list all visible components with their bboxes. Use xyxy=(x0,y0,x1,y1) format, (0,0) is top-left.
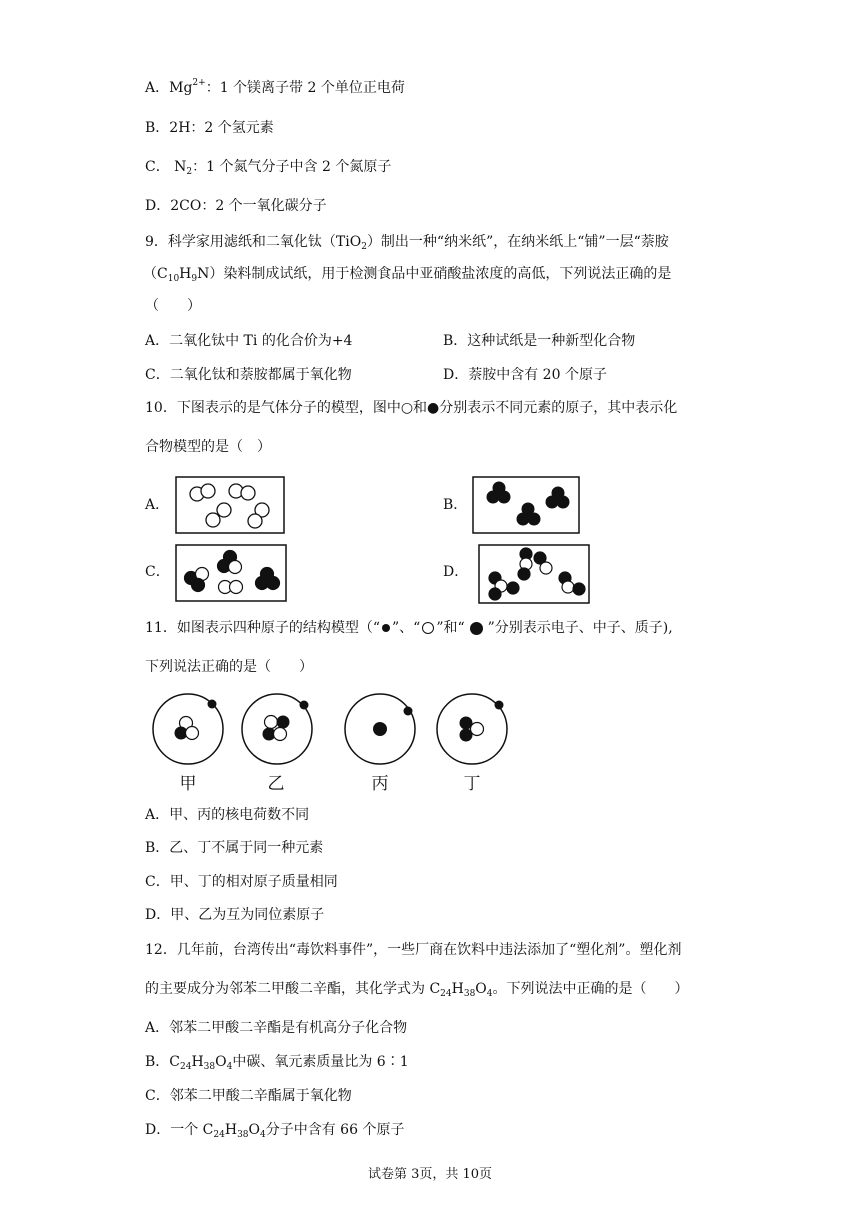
q11-option-d: D．甲、乙为互为同位素原子 xyxy=(145,907,325,923)
atom-label-yi: 乙 xyxy=(267,774,285,794)
q11-stem-line2: 下列说法正确的是（ ） xyxy=(145,659,313,675)
atom-label-ding: 丁 xyxy=(463,774,481,794)
q9-answer-blank: （ ） xyxy=(145,298,201,314)
q11-option-b: B．乙、丁不属于同一种元素 xyxy=(145,840,324,856)
q9-option-d: D．萘胺中含有 20 个原子 xyxy=(443,367,607,383)
q11-stem-line1: 11．如图表示四种原子的结构模型（“ ”、“ ”和“ ”分别表示电子、中子、质子), xyxy=(145,620,673,636)
page-footer: 试卷第 3页，共 10页 xyxy=(367,1167,493,1182)
q10-figure-a xyxy=(175,476,285,534)
q8-option-b: B．2H：2 个氢元素 xyxy=(145,120,274,136)
q10-figure-c xyxy=(175,544,287,602)
atom-label-bing: 丙 xyxy=(371,774,389,794)
q10-label-b: B． xyxy=(443,497,468,513)
q8-option-a: A．$Mg^{2+}$：1 个镁离子带 2 个单位正电荷 xyxy=(145,78,405,96)
proton-symbol xyxy=(470,622,483,635)
q10-label-c: C． xyxy=(145,564,170,580)
q12-option-c: C．邻苯二甲酸二辛酯属于氧化物 xyxy=(145,1088,352,1104)
q10-stem-line1: 10．下图表示的是气体分子的模型，图中○和●分别表示不同元素的原子，其中表示化 xyxy=(145,400,678,416)
electron-symbol xyxy=(382,624,390,632)
atom-ding xyxy=(434,690,514,768)
q10-figure-d xyxy=(478,544,590,604)
neutron-symbol xyxy=(422,622,434,634)
q10-figure-b xyxy=(472,476,580,534)
q9-option-b: B．这种试纸是一种新型化合物 xyxy=(443,333,636,349)
q9-stem-line1: 9．科学家用滤纸和二氧化钛（TiO$_2$）制出一种“纳米纸”，在纳米纸上“铺”一层“萘胺 xyxy=(145,234,669,252)
q9-option-c: C．二氧化钛和萘胺都属于氧化物 xyxy=(145,367,352,383)
q11-option-c: C．甲、丁的相对原子质量相同 xyxy=(145,874,338,890)
q10-label-a: A． xyxy=(145,497,170,513)
atom-yi xyxy=(240,690,320,768)
q9-option-a: A．二氧化钛中 Ti 的化合价为+4 xyxy=(145,333,353,349)
q12-option-b: B．$C_{24}H_{38}O_4$中碳、氧元素质量比为 6∶1 xyxy=(145,1054,409,1072)
atom-bing xyxy=(342,690,422,768)
q8-option-d: D．2CO：2 个一氧化碳分子 xyxy=(145,198,327,214)
q12-option-a: A．邻苯二甲酸二辛酯是有机高分子化合物 xyxy=(145,1020,408,1036)
q10-label-d: D． xyxy=(443,564,469,580)
q10-stem-line2: 合物模型的是（ ） xyxy=(145,439,271,455)
q8-option-c: C． $N_2$：1 个氮气分子中含 2 个氮原子 xyxy=(145,159,392,177)
atom-label-jia: 甲 xyxy=(179,774,197,794)
q12-stem-line2: 的主要成分为邻苯二甲酸二辛酯，其化学式为 $C_{24}H_{38}O_4$。下列说法中正确的是（ ） xyxy=(145,981,689,999)
q12-option-d: D．一个 $C_{24}H_{38}O_4$分子中含有 66 个原子 xyxy=(145,1122,405,1140)
q12-stem-line1: 12．几年前，台湾传出“毒饮料事件”，一些厂商在饮料中违法添加了“塑化剂”。塑化剂 xyxy=(145,942,682,958)
q9-stem-line2: $(C_{10}H_9N)$染料制成试纸，用于检测食品中亚硝酸盐浓度的高低，下列说法正确的是 xyxy=(143,266,672,284)
q11-option-a: A．甲、丙的核电荷数不同 xyxy=(145,807,310,823)
atom-jia xyxy=(150,690,230,768)
